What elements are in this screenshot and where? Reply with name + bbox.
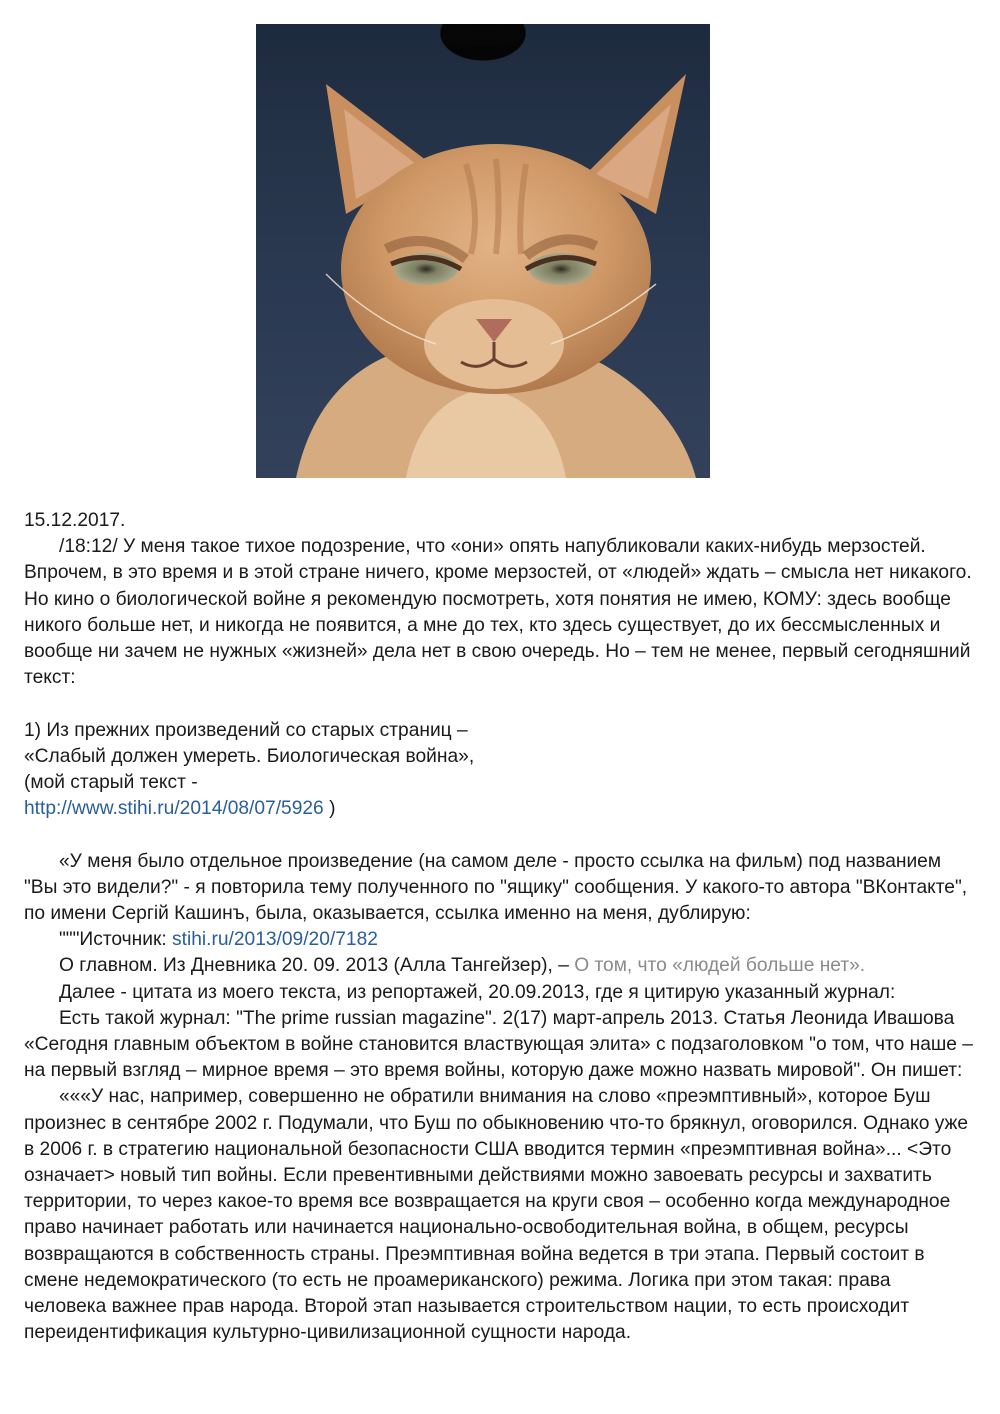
source-link[interactable]: stihi.ru/2013/09/20/7182	[172, 929, 378, 951]
paragraph: «У меня было отдельное произведение (на самом деле - просто ссылка на фильм) под названием "Вы это видели?" - я повторила тему полученного по "ящику" сообщения. У какого-то автора "ВКонтакте", по имени Сергій Кашинъ, была, оказывается, ссылка именно на меня, дублирую:	[24, 850, 968, 925]
link-tail: )	[323, 798, 336, 820]
main-line	[24, 953, 976, 979]
stihi-link[interactable]: http://www.stihi.ru/2014/08/07/5926	[24, 798, 324, 820]
main-grey-link[interactable]: О том, что «людей больше нет».	[574, 955, 866, 977]
diary-text	[24, 508, 976, 1346]
link-line	[24, 796, 976, 822]
main-prefix: О главном. Из Дневника 20. 09. 2013 (Алла Тангейзер), –	[59, 955, 575, 977]
list-item-line: «Слабый должен умереть. Биологическая война»,	[24, 745, 475, 767]
spacer	[24, 822, 976, 848]
source-prefix: """Источник:	[59, 929, 173, 951]
paragraph: «««У нас, например, совершенно не обратили внимания на слово «преэмптивный», которое Буш произнес в сентябре 2002 г. Подумали, что Буш по обыкновению что-то брякнул, оговорился. Однако уже в 2006 г. в стратегию национальной безопасности США вводится термин «преэмптивная война»... <Это означает> новый тип войны. Если превентивными действиями можно завоевать ресурсы и захватить территории, то через какое-то время все возвращается на круги своя – особенно когда международное право начинает работать или начинается национально-освободительная война, в общем, ресурсы возвращаются в собственность страны. Преэмптивная война ведется в три этапа. Первый состоит в смене недемократического (то есть не проамериканского) режима. Логика при этом такая: права человека важнее прав народа. Второй этап называется строительством нации, то есть происходит переидентификация культурно-цивилизационной сущности народа.	[24, 1086, 969, 1344]
list-item-line: (мой старый текст -	[24, 772, 198, 794]
list-item-line: 1) Из прежних произведений со старых страниц –	[24, 719, 468, 741]
paragraph: /18:12/ У меня такое тихое подозрение, что «они» опять напубликовали каких-нибудь мерзостей. Впрочем, в это время и в этой стране ничего, кроме мерзостей, от «людей» ждать – смысла нет никакого. Но кино о биологической войне я рекомендую посмотреть, хотя понятия не имею, КОМУ: здесь вообще никого больше нет, и никогда не появится, а мне до тех, кто здесь существует, до их бессмысленных и вообще ни зачем не нужных «жизней» дела нет в свою очередь. Но – тем не менее, первый сегодняшний текст:	[24, 536, 972, 689]
paragraph: Есть такой журнал: "The prime russian magazine". 2(17) март-апрель 2013. Статья Леонида Ивашова «Сегодня главным объектом в войне становится властвующая элита» с подзаголовком "о том, что наше – на первый взгляд – мирное время – это время войны, которую даже можно назвать мировой". Он пишет:	[24, 1007, 973, 1082]
paragraph: Далее - цитата из моего текста, из репортажей, 20.09.2013, где я цитирую указанный журнал:	[59, 981, 896, 1003]
cat-photo	[256, 24, 710, 478]
source-line	[24, 927, 976, 953]
entry-date: 15.12.2017.	[24, 510, 126, 531]
cat-illustration	[256, 24, 710, 478]
spacer	[24, 691, 976, 717]
